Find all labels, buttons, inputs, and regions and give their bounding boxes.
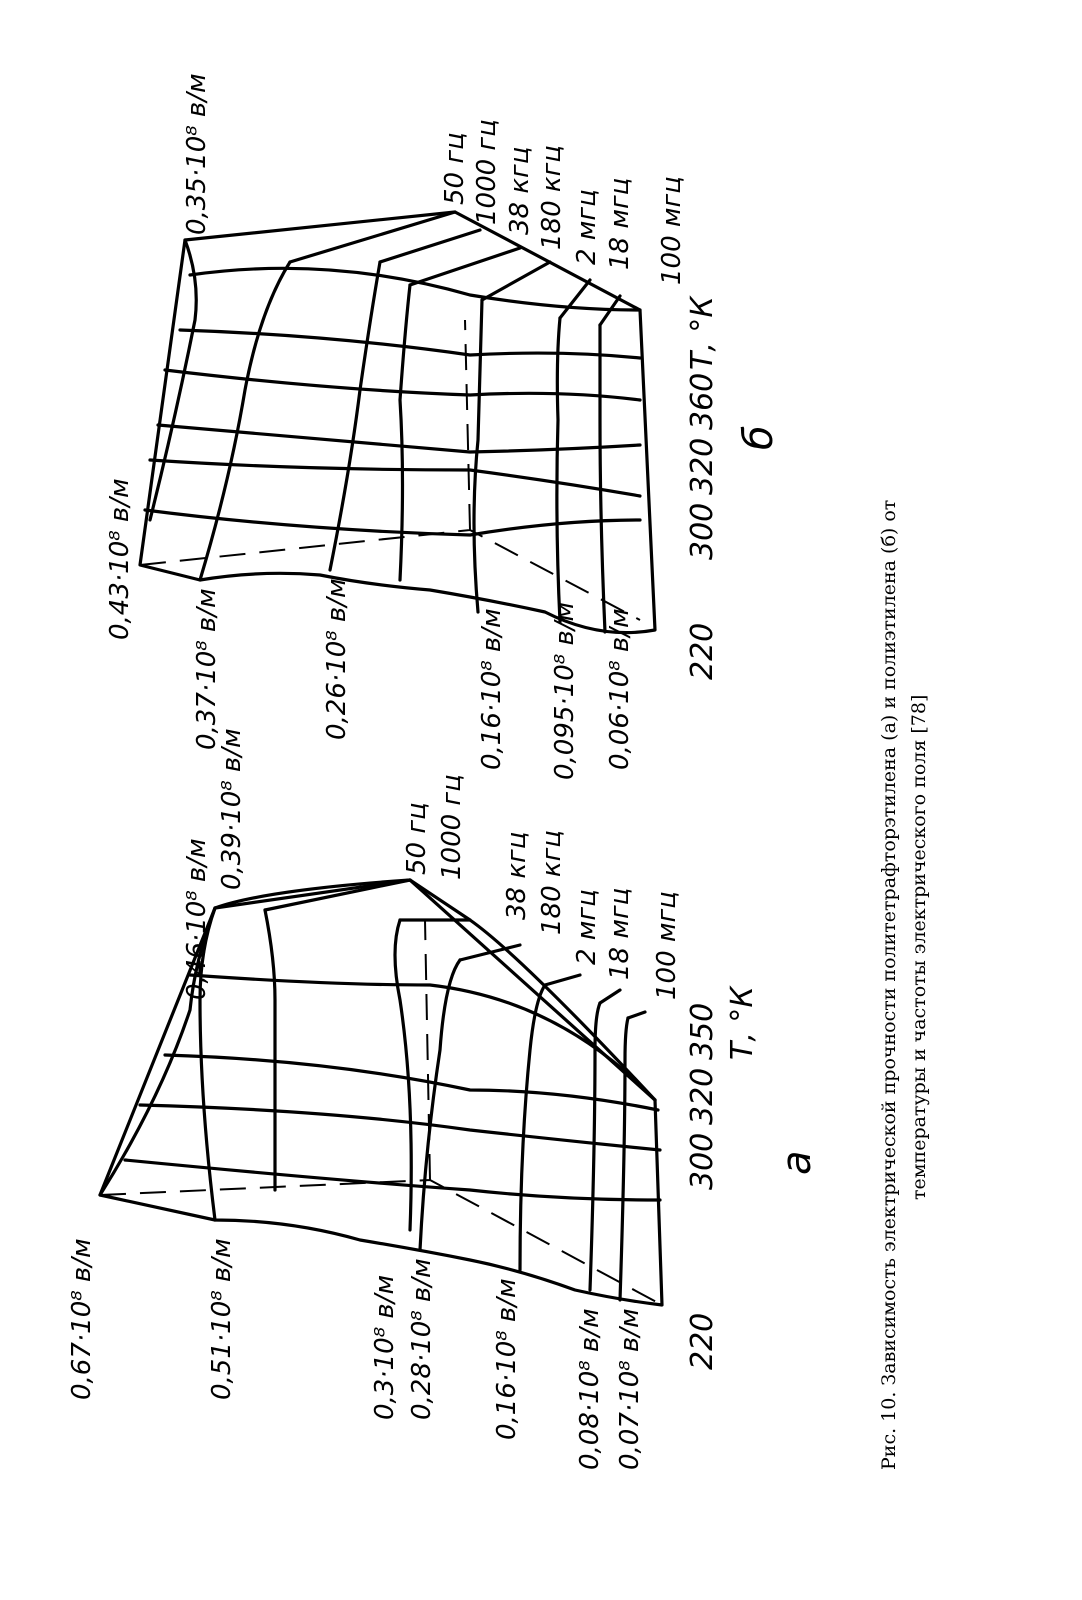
plot-a-tick-350: 350 <box>685 1002 720 1060</box>
plot-b-label-0-095: 0,095·10⁸ в/м <box>550 601 580 780</box>
plot-b-label-0-37: 0,37·10⁸ в/м <box>192 588 222 750</box>
plot-b-freq-18mhz: 18 мгц <box>605 177 635 270</box>
plot-b-tick-360: 360 <box>685 372 720 430</box>
plot-a-label-0-08: 0,08·10⁸ в/м <box>575 1308 605 1470</box>
plot-a-label-0-16: 0,16·10⁸ в/м <box>492 1278 522 1440</box>
plot-a-freq-18mhz: 18 мгц <box>605 887 635 980</box>
plot-a-label-0-46: 0,46·10⁸ в/м <box>182 838 212 1000</box>
plot-a-axis-label: Т, °К <box>725 986 760 1060</box>
figure-caption-line-1: Рис. 10. Зависимость электрической прочности политетрафторэтилена (а) и полиэтилена (б) от <box>878 499 900 1470</box>
plot-b-tick-320: 320 <box>685 437 720 495</box>
plot-a-label-0-3: 0,3·10⁸ в/м <box>370 1274 400 1420</box>
plot-b-tick-220: 220 <box>685 622 720 680</box>
plot-a-label-0-39: 0,39·10⁸ в/м <box>217 728 247 890</box>
plot-b-axis-label: Т, °К <box>685 296 720 370</box>
plot-b-freq-50hz: 50 гц <box>440 132 470 205</box>
plot-a-label-0-51: 0,51·10⁸ в/м <box>207 1238 237 1400</box>
plot-b <box>105 73 782 780</box>
plot-b-label-0-26: 0,26·10⁸ в/м <box>322 578 352 740</box>
plot-b-freq-38khz: 38 кгц <box>505 146 535 235</box>
plot-b-ridge <box>150 240 196 520</box>
plot-b-freq-2mhz: 2 мгц <box>572 189 602 265</box>
plot-a <box>67 728 820 1470</box>
plot-b-panel-label: б <box>736 425 782 450</box>
plot-a-freq-38khz: 38 кгц <box>502 831 532 920</box>
plot-a-label-0-67: 0,67·10⁸ в/м <box>67 1238 97 1400</box>
plot-a-freq-180khz: 180 кгц <box>537 830 567 935</box>
plot-b-freq-100mhz: 100 мгц <box>657 176 687 285</box>
plot-a-freq-100mhz: 100 мгц <box>652 891 682 1000</box>
plot-a-freq-2mhz: 2 мгц <box>572 889 602 965</box>
plot-a-label-0-28: 0,28·10⁸ в/м <box>407 1258 437 1420</box>
plot-b-label-0-16: 0,16·10⁸ в/м <box>477 608 507 770</box>
plot-b-freq-180khz: 180 кгц <box>537 145 567 250</box>
plot-b-label-0-35: 0,35·10⁸ в/м <box>182 73 212 235</box>
plot-b-outline <box>140 212 655 633</box>
plot-b-label-0-06: 0,06·10⁸ в/м <box>605 608 635 770</box>
plot-a-panel-label: а <box>774 1150 820 1175</box>
plot-b-label-0-43: 0,43·10⁸ в/м <box>105 478 135 640</box>
plot-a-label-0-07: 0,07·10⁸ в/м <box>615 1308 645 1470</box>
plot-a-tick-300: 300 <box>685 1132 720 1190</box>
plot-b-tick-300: 300 <box>685 502 720 560</box>
plot-a-tick-320: 320 <box>685 1067 720 1125</box>
plot-a-freq-50hz: 50 гц <box>402 802 432 875</box>
plot-a-freq-1000hz: 1000 гц <box>437 774 467 880</box>
plot-a-tick-220: 220 <box>685 1312 720 1370</box>
plot-b-freq-1000hz: 1000 гц <box>472 119 502 225</box>
figure-caption-line-2: температуры и частоты электрического поля [78] <box>908 694 930 1200</box>
